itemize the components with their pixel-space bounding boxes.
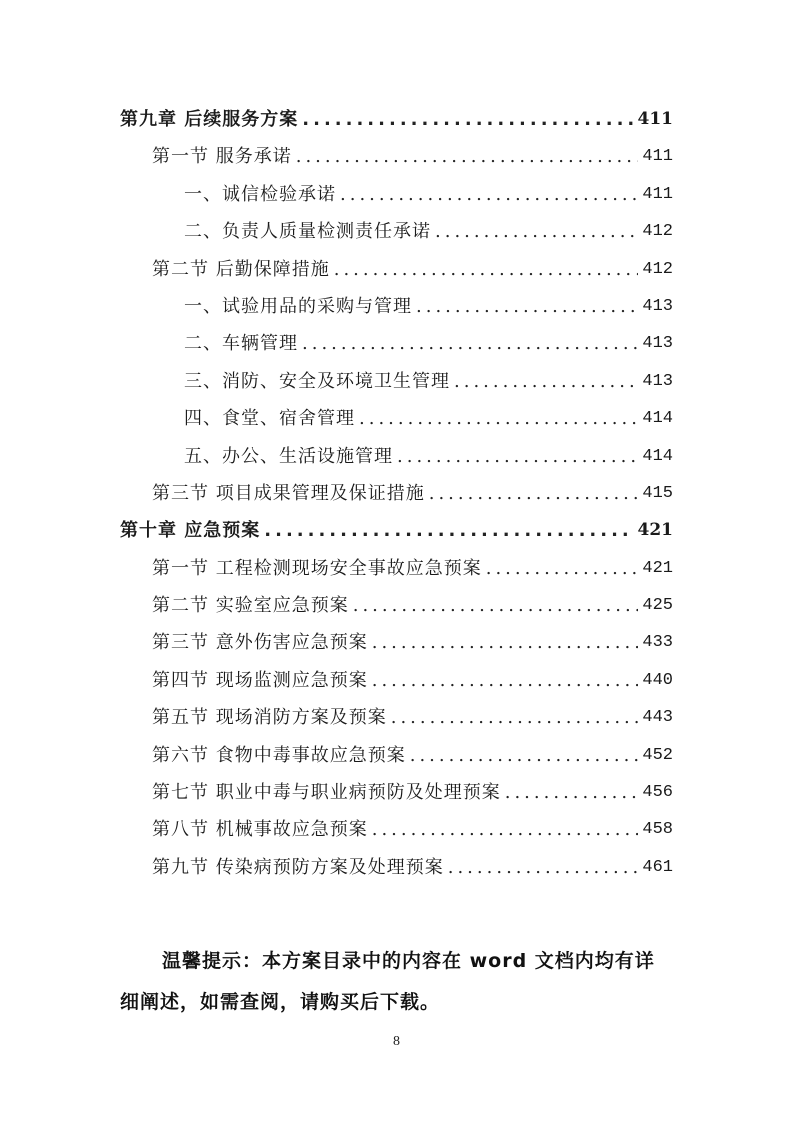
toc-entry-subsection[interactable] xyxy=(120,438,673,475)
toc-entry-section[interactable] xyxy=(120,587,673,624)
toc-entry-title: 第三节 项目成果管理及保证措施 xyxy=(152,482,425,504)
toc-entry-title: 二、车辆管理 xyxy=(184,333,298,355)
toc-entry-page: 425 xyxy=(642,596,673,616)
toc-entry-page: 413 xyxy=(642,296,673,316)
toc-entry-title: 第十章 应急预案 xyxy=(120,520,261,542)
toc-leader-dots xyxy=(410,737,639,774)
toc-leader-dots xyxy=(340,176,638,213)
toc-entry-title: 第八节 机械事故应急预案 xyxy=(152,819,368,841)
toc-entry-section[interactable] xyxy=(120,849,673,886)
table-of-contents xyxy=(120,101,673,886)
toc-entry-page: 456 xyxy=(642,783,673,803)
toc-leader-dots xyxy=(359,400,638,437)
toc-leader-dots xyxy=(397,438,638,475)
toc-leader-dots xyxy=(486,550,639,587)
toc-entry-title: 四、食堂、宿舍管理 xyxy=(184,408,355,430)
toc-entry-page: 414 xyxy=(642,446,673,466)
toc-leader-dots xyxy=(429,475,639,512)
toc-leader-dots xyxy=(505,774,639,811)
toc-entry-title: 第三节 意外伤害应急预案 xyxy=(152,632,368,654)
toc-entry-page: 421 xyxy=(642,558,673,578)
toc-leader-dots xyxy=(302,325,638,362)
toc-entry-chapter[interactable] xyxy=(120,512,673,549)
toc-entry-section[interactable] xyxy=(120,699,673,736)
toc-entry-subsection[interactable] xyxy=(120,213,673,250)
toc-entry-page: 415 xyxy=(642,483,673,503)
toc-entry-page: 433 xyxy=(642,633,673,653)
toc-entry-title: 第九节 传染病预防方案及处理预案 xyxy=(152,856,444,878)
toc-entry-subsection[interactable] xyxy=(120,325,673,362)
toc-entry-section[interactable] xyxy=(120,251,673,288)
toc-entry-title: 第四节 现场监测应急预案 xyxy=(152,669,368,691)
toc-entry-section[interactable] xyxy=(120,774,673,811)
toc-leader-dots xyxy=(416,288,638,325)
toc-entry-section[interactable] xyxy=(120,662,673,699)
toc-leader-dots xyxy=(302,101,633,138)
toc-entry-section[interactable] xyxy=(120,475,673,512)
toc-entry-chapter[interactable] xyxy=(120,101,673,138)
toc-entry-title: 第二节 后勤保障措施 xyxy=(152,258,330,280)
toc-leader-dots xyxy=(296,138,639,175)
toc-entry-title: 一、诚信检验承诺 xyxy=(184,183,336,205)
toc-leader-dots xyxy=(372,662,639,699)
toc-entry-page: 413 xyxy=(642,334,673,354)
toc-entry-page: 421 xyxy=(637,520,673,541)
toc-leader-dots xyxy=(372,811,639,848)
toc-entry-section[interactable] xyxy=(120,138,673,175)
toc-entry-page: 413 xyxy=(642,371,673,391)
toc-entry-subsection[interactable] xyxy=(120,363,673,400)
toc-entry-page: 452 xyxy=(642,745,673,765)
toc-entry-subsection[interactable] xyxy=(120,176,673,213)
toc-entry-title: 第九章 后续服务方案 xyxy=(120,108,299,130)
toc-entry-page: 411 xyxy=(642,147,673,167)
toc-entry-title: 第六节 食物中毒事故应急预案 xyxy=(152,744,406,766)
toc-leader-dots xyxy=(353,587,639,624)
toc-entry-page: 412 xyxy=(642,259,673,279)
toc-entry-title: 一、试验用品的采购与管理 xyxy=(184,295,412,317)
toc-entry-section[interactable] xyxy=(120,811,673,848)
toc-entry-section[interactable] xyxy=(120,737,673,774)
toc-entry-page: 412 xyxy=(642,222,673,242)
toc-leader-dots xyxy=(264,512,633,549)
toc-entry-page: 461 xyxy=(642,857,673,877)
toc-entry-section[interactable] xyxy=(120,550,673,587)
toc-entry-section[interactable] xyxy=(120,624,673,661)
toc-leader-dots xyxy=(435,213,638,250)
toc-entry-title: 第七节 职业中毒与职业病预防及处理预案 xyxy=(152,782,501,804)
toc-leader-dots xyxy=(391,699,639,736)
purchase-notice: 温馨提示：本方案目录中的内容在 word 文档内均有详细阐述，如需查阅，请购买后下载。 xyxy=(120,950,655,1013)
toc-entry-page: 411 xyxy=(642,184,673,204)
toc-entry-title: 五、办公、生活设施管理 xyxy=(184,445,393,467)
toc-entry-subsection[interactable] xyxy=(120,400,673,437)
toc-entry-title: 第一节 工程检测现场安全事故应急预案 xyxy=(152,557,482,579)
toc-leader-dots xyxy=(448,849,639,886)
toc-entry-title: 三、消防、安全及环境卫生管理 xyxy=(184,370,450,392)
toc-entry-title: 第一节 服务承诺 xyxy=(152,146,292,168)
toc-entry-page: 411 xyxy=(637,108,673,129)
toc-entry-page: 440 xyxy=(642,670,673,690)
page-number: 8 xyxy=(393,1034,400,1049)
toc-leader-dots xyxy=(372,624,639,661)
toc-entry-page: 414 xyxy=(642,409,673,429)
toc-entry-page: 458 xyxy=(642,820,673,840)
toc-leader-dots xyxy=(334,251,639,288)
toc-entry-title: 第二节 实验室应急预案 xyxy=(152,595,349,617)
toc-entry-title: 二、负责人质量检测责任承诺 xyxy=(184,221,431,243)
toc-entry-page: 443 xyxy=(642,708,673,728)
toc-entry-subsection[interactable] xyxy=(120,288,673,325)
toc-leader-dots xyxy=(454,363,638,400)
toc-entry-title: 第五节 现场消防方案及预案 xyxy=(152,707,387,729)
